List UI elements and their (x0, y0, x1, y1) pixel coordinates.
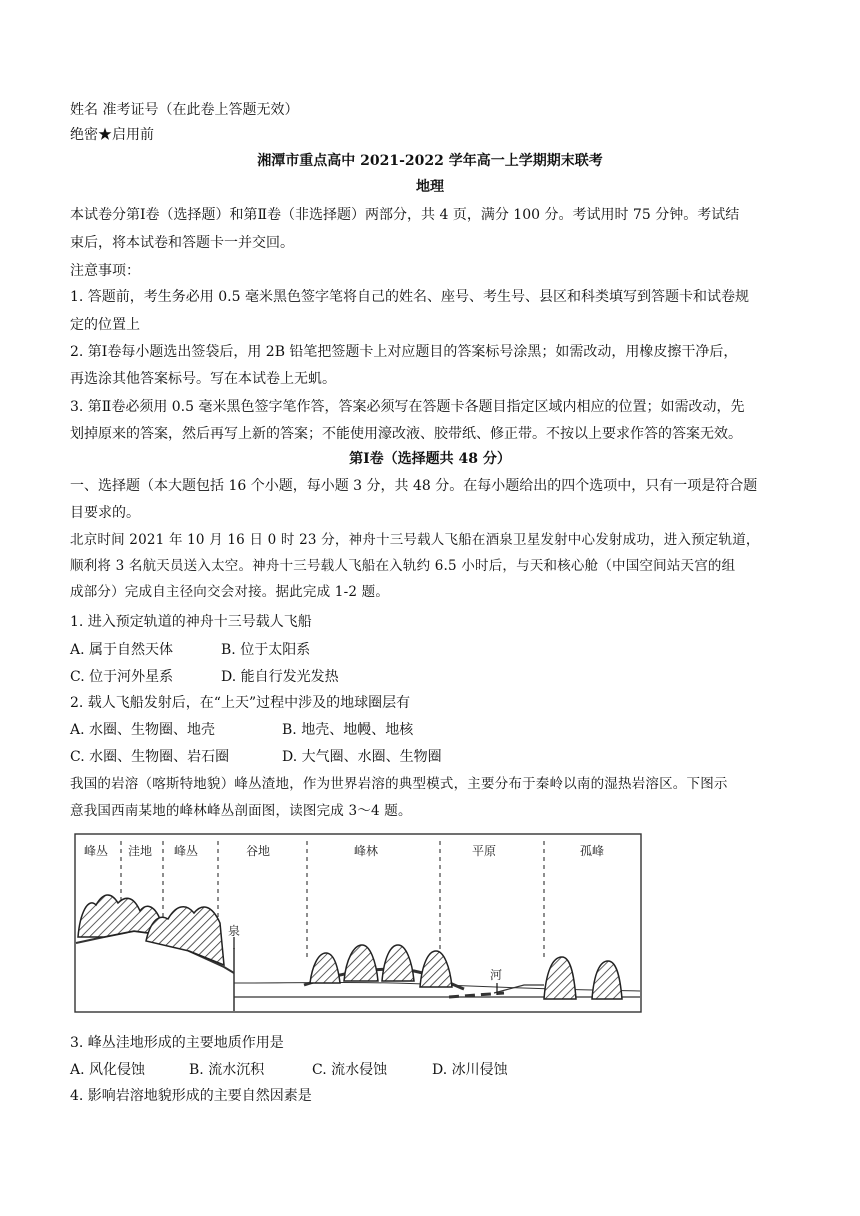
question-2-option-d: D. 大气圈、水圈、生物圈 (282, 749, 442, 765)
label-gudi: 谷地 (246, 844, 271, 858)
question-3-option-b: B. 流水沉积 (189, 1062, 265, 1078)
name-exam-number-line: 姓名 准考证号（在此卷上答题无效） (70, 102, 299, 118)
section-title: 第Ⅰ卷（选择题共 48 分） (349, 451, 511, 467)
confidential-mark: 绝密★启用前 (70, 127, 154, 143)
question-2-option-c: C. 水圈、生物圈、岩石圈 (70, 749, 230, 765)
label-pingyuan: 平原 (472, 844, 497, 858)
label-he: 河 (490, 968, 503, 982)
section-description: 一、选择题（本大题包括 16 个小题，每小题 3 分，共 48 分。在每小题给出的四个选项中，只有一项是符合题 (70, 478, 758, 494)
label-gufeng: 孤峰 (580, 844, 605, 858)
question-3-option-c: C. 流水侵蚀 (312, 1062, 388, 1078)
question-2-option-a: A. 水圈、生物圈、地壳 (70, 722, 216, 738)
label-quan: 泉 (228, 924, 241, 938)
intro-line: 本试卷分第Ⅰ卷（选择题）和第Ⅱ卷（非选择题）两部分，共 4 页，满分 100 分。考试用时 75 分钟。考试结 (70, 207, 740, 223)
question-2-option-b: B. 地壳、地幔、地核 (282, 722, 414, 738)
note-2: 2. 第Ⅰ卷每小题选出签袋后，用 2B 铅笔把签题卡上对应题目的答案标号涂黑；如需改动，用橡皮擦干净后， (70, 344, 738, 360)
label-fenglin: 峰林 (354, 844, 379, 858)
passage-line: 意我国西南某地的峰林峰丛剖面图，读图完成 3～4 题。 (70, 803, 412, 819)
passage-line: 我国的岩溶（喀斯特地貌）峰丛渣地，作为世界岩溶的典型模式，主要分布于秦岭以南的湿热岩溶区。下图示 (70, 776, 728, 792)
question-1-option-d: D. 能自行发光发热 (221, 669, 339, 685)
question-1-stem: 1. 进入预定轨道的神舟十三号载人飞船 (70, 614, 312, 630)
exam-title: 湘潭市重点高中 2021-2022 学年高一上学期期末联考 (257, 153, 603, 169)
intro-line: 束后，将本试卷和答题卡一并交回。 (70, 235, 294, 251)
passage-line: 北京时间 2021 年 10 月 16 日 0 时 23 分，神舟十三号载人飞船在酒泉卫星发射中心发射成功，进入预定轨道， (70, 532, 760, 548)
question-3-option-d: D. 冰川侵蚀 (432, 1062, 508, 1078)
question-1-option-c: C. 位于河外星系 (70, 669, 174, 685)
label-wadi: 洼地 (128, 844, 153, 858)
passage-line: 成部分）完成自主径向交会对接。据此完成 1-2 题。 (70, 584, 390, 600)
subject-title: 地理 (416, 179, 444, 195)
question-4-stem: 4. 影响岩溶地貌形成的主要自然因素是 (70, 1088, 312, 1104)
notes-heading: 注意事项： (70, 263, 140, 279)
question-3-option-a: A. 风化侵蚀 (70, 1062, 146, 1078)
label-fengcong-2: 峰丛 (174, 844, 199, 858)
karst-profile-figure (74, 833, 642, 1013)
label-fengcong-1: 峰丛 (84, 844, 109, 858)
note-1-cont: 定的位置上 (70, 317, 140, 333)
question-1-option-a: A. 属于自然天体 (70, 642, 174, 658)
question-2-stem: 2. 载人飞船发射后，在“上天”过程中涉及的地球圈层有 (70, 695, 411, 711)
note-1: 1. 答题前，考生务必用 0.5 毫米黑色签字笔将自己的姓名、座号、考生号、县区和科类填写到答题卡和试卷规 (70, 289, 749, 305)
note-3: 3. 第Ⅱ卷必须用 0.5 毫米黑色签字笔作答，答案必须写在答题卡各题目指定区域内相应的位置；如需改动，先 (70, 399, 745, 415)
question-3-stem: 3. 峰丛洼地形成的主要地质作用是 (70, 1035, 284, 1051)
section-description-cont: 目要求的。 (70, 505, 140, 521)
question-1-option-b: B. 位于太阳系 (221, 642, 311, 658)
passage-line: 顺利将 3 名航天员送入太空。神舟十三号载人飞船在入轨约 6.5 小时后，与天和核心舱（中国空间站天宫的组 (70, 558, 736, 574)
note-2-cont: 再选涂其他答案标号。写在本试卷上无虮。 (70, 371, 336, 387)
note-3-cont: 划掉原来的答案，然后再写上新的答案；不能使用濠改液、胶带纸、修正带。不按以上要求作答的答案无效。 (70, 426, 742, 442)
